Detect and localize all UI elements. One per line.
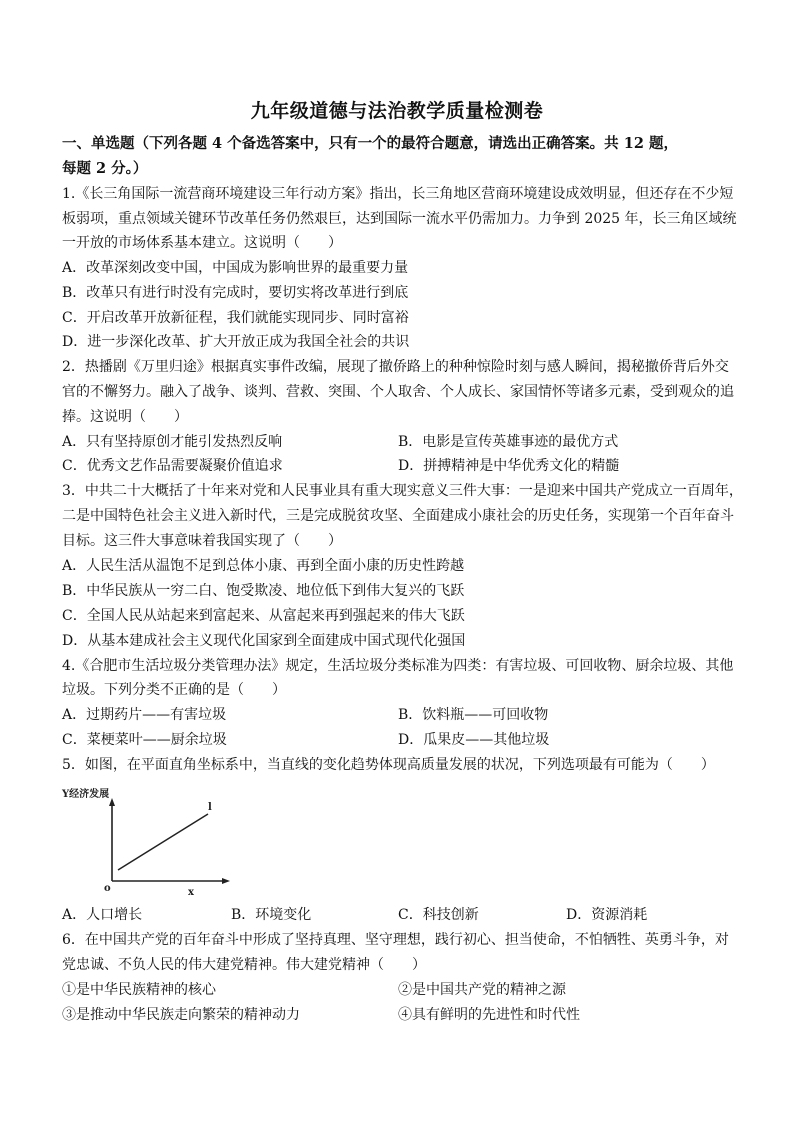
question-6-choice-3: ③是推动中华民族走向繁荣的精神动力 [62,1007,300,1023]
question-1-option-a: A．改革深刻改变中国，中国成为影响世界的最重要力量 [62,260,409,276]
question-2-stem-line-3: 捧。这说明（ ） [62,409,188,425]
question-3-stem-line-2: 二是中国特色社会主义进入新时代，三是完成脱贫攻坚、全面建成小康社会的历史任务，实现第一个百年奋斗 [62,508,734,524]
question-5-option-b: B．环境变化 [231,907,312,923]
trend-line [118,814,208,870]
question-3-stem-line-1: 3．中共二十大概括了十年来对党和人民事业具有重大现实意义三件大事：一是迎来中国共产党成立一百周年， [62,483,743,499]
question-5-option-a: A．人口增长 [62,907,143,923]
question-2-option-a: A．只有坚持原创才能引发热烈反响 [62,434,283,450]
question-4-stem-line-2: 垃圾。下列分类不正确的是（ ） [62,682,286,698]
question-5-option-d: D．资源消耗 [566,907,648,923]
question-4-stem-line-1: 4.《合肥市生活垃圾分类管理办法》规定，生活垃圾分类标准为四类：有害垃圾、可回收物、厨余垃圾、其他 [62,658,734,674]
section-heading-line-2: 每题 2 分。） [62,160,148,177]
question-6-choice-1: ①是中华民族精神的核心 [62,982,216,998]
question-2-option-d: D．拼搏精神是中华优秀文化的精髓 [398,458,620,474]
section-heading [62,131,742,181]
y-axis-arrow [109,798,115,806]
question-3-stem-line-3: 目标。这三件大事意味着我国实现了（ ） [62,533,342,549]
question-3-option-d: D．从基本建成社会主义现代化国家到全面建成中国式现代化强国 [62,633,466,649]
section-heading-line-1: 一、单选题（下列各题 4 个备选答案中，只有一个的最符合题意，请选出正确答案。共 12 题， [62,135,678,152]
question-1-stem-line-2: 板弱项，重点领域关键环节改革任务仍然艰巨，达到国际一流水平仍需加力。力争到 2025 年，长三角区域统 [62,211,737,227]
question-2-option-b: B．电影是宣传英雄事迹的最优方式 [398,434,619,450]
question-5-option-c: C．科技创新 [398,907,479,923]
question-1-option-c: C．开启改革开放新征程，我们就能实现同步、同时富裕 [62,310,409,326]
question-5-figure [60,783,240,900]
question-4-option-c: C．菜梗菜叶——厨余垃圾 [62,732,227,748]
y-axis-label: Y经济发展 [62,789,110,800]
question-2-option-c: C．优秀文艺作品需要凝聚价值追求 [62,458,283,474]
origin-label: o [104,883,111,894]
question-2-stem-line-2: 官的不懈努力。融入了战争、谈判、营救、突围、个人取舍、个人成长、家国情怀等诸多元素，受到观众的追 [62,384,734,400]
question-3-option-b: B．中华民族从一穷二白、饱受欺凌、地位低下到伟大复兴的飞跃 [62,583,465,599]
question-1-stem-line-1: 1.《长三角国际一流营商环境建设三年行动方案》指出，长三角地区营商环境建设成效明显，但还存在不少短 [62,186,734,202]
question-6-choice-4: ④具有鲜明的先进性和时代性 [398,1007,580,1023]
question-6-stem-line-1: 6．在中国共产党的百年奋斗中形成了坚持真理、坚守理想，践行初心、担当使命，不怕牺牲、英勇斗争，对 [62,932,729,948]
coordinate-graph [60,783,240,900]
question-4-option-a: A．过期药片——有害垃圾 [62,707,227,723]
question-5-stem-line-1: 5．如图，在平面直角坐标系中，当直线的变化趋势体现高质量发展的状况，下列选项最有可能为（ ） [62,757,715,773]
question-2-stem-line-1: 2．热播剧《万里归途》根据真实事件改编，展现了撤侨路上的种种惊险时刻与感人瞬间，揭秘撤侨背后外交 [62,359,729,375]
question-4-option-d: D．瓜果皮——其他垃圾 [398,732,550,748]
question-3-option-c: C．全国人民从站起来到富起来、从富起来再到强起来的伟大飞跃 [62,608,465,624]
question-1-option-d: D．进一步深化改革、扩大开放正成为我国全社会的共识 [62,334,410,350]
question-4-option-b: B．饮料瓶——可回收物 [398,707,549,723]
x-axis-label: x [188,887,194,898]
question-6-stem-line-2: 党忠诚、不负人民的伟大建党精神。伟大建党精神（ ） [62,957,426,973]
question-3-option-a: A．人民生活从温饱不足到总体小康、再到全面小康的历史性跨越 [62,558,465,574]
question-1-option-b: B．改革只有进行时没有完成时，要切实将改革进行到底 [62,285,409,301]
question-1-stem-line-3: 一开放的市场体系基本建立。这说明（ ） [62,235,342,251]
exam-title: 九年级道德与法治教学质量检测卷 [250,100,544,122]
question-6-choice-2: ②是中国共产党的精神之源 [398,982,566,998]
x-axis-arrow [222,878,230,884]
line-label: l [208,802,212,813]
